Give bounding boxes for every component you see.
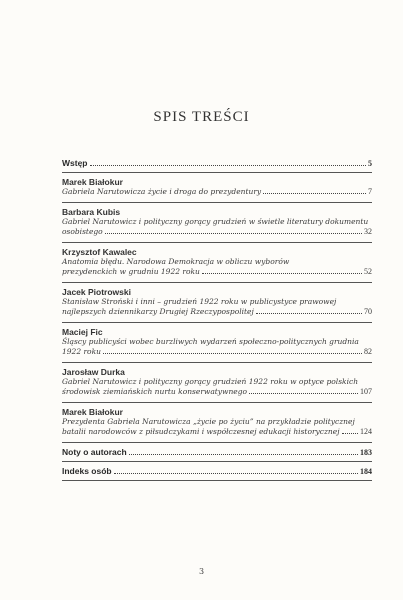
toc-entry-page: 107 bbox=[360, 387, 372, 396]
leader-dots bbox=[249, 392, 358, 394]
toc-entry-page: 82 bbox=[364, 347, 372, 356]
toc-entry[interactable] bbox=[62, 177, 372, 198]
leader-dots bbox=[103, 352, 362, 354]
toc-entry[interactable] bbox=[62, 287, 372, 318]
toc-entry-label: Wstęp bbox=[62, 158, 88, 168]
toc-work-text: 1922 roku bbox=[62, 347, 101, 356]
toc-entry-label: Indeks osób bbox=[62, 465, 112, 476]
toc-work-line bbox=[62, 387, 372, 398]
toc-entry[interactable] bbox=[62, 367, 372, 398]
toc-work-line bbox=[62, 187, 372, 198]
toc-entry-label: Noty o autorach bbox=[62, 446, 127, 457]
leader-dots bbox=[114, 472, 358, 474]
leader-dots bbox=[202, 272, 362, 274]
toc-entry-page: 70 bbox=[364, 307, 372, 316]
toc-author: Marek Białokur bbox=[62, 177, 123, 187]
toc-work-line: Gabriel Narutowicz i polityczny gorący grudzień w świetle literatury dokumentu bbox=[62, 216, 369, 226]
toc-author: Jarosław Durka bbox=[62, 366, 125, 377]
toc-work-text: batalii narodowców z piłsudczykami i współczesnej edukacji historycznej bbox=[62, 427, 340, 436]
toc-author: Marek Białokur bbox=[62, 406, 123, 417]
toc-work-text: osobistego bbox=[62, 227, 103, 236]
toc-author: Krzysztof Kawalec bbox=[62, 246, 137, 257]
entry-divider bbox=[62, 322, 372, 323]
toc-entry-page: 184 bbox=[360, 466, 372, 476]
toc-entry-page: 183 bbox=[360, 447, 372, 457]
toc-author: Barbara Kubis bbox=[62, 206, 121, 217]
toc-entry-row bbox=[62, 447, 372, 457]
toc-entry-page: 7 bbox=[368, 187, 372, 196]
entry-divider bbox=[62, 362, 372, 363]
toc-work-text: najlepszych dziennikarzy Drugiej Rzeczypospolitej bbox=[62, 307, 254, 316]
toc-work-line: Prezydenta Gabriela Narutowicza „życie po życiu” na przykładzie politycznej bbox=[62, 416, 355, 426]
toc-author: Jacek Piotrowski bbox=[62, 286, 131, 297]
toc-work-line: Stanisław Stroński i inni – grudzień 1922 roku w publicystyce prawowej bbox=[62, 296, 337, 306]
toc-entry[interactable] bbox=[62, 247, 372, 278]
toc-work-line: Anatomia błędu. Narodowa Demokracja w obliczu wyborów bbox=[62, 256, 290, 266]
page-title: SPIS TREŚCI bbox=[153, 109, 250, 125]
toc-entry[interactable] bbox=[62, 466, 372, 476]
toc-work-text: środowisk ziemiańskich nurtu konserwatywnego bbox=[62, 387, 248, 396]
entry-divider bbox=[62, 442, 372, 443]
entry-divider bbox=[62, 461, 372, 462]
toc-work-line bbox=[62, 227, 372, 238]
toc-work-text: prezydenckich w grudniu 1922 roku bbox=[62, 267, 200, 276]
leader-dots bbox=[342, 432, 358, 434]
toc-entry-row bbox=[62, 466, 372, 476]
entry-divider bbox=[62, 202, 372, 203]
toc-entry-page: 52 bbox=[364, 267, 372, 276]
toc-entry[interactable] bbox=[62, 407, 372, 438]
entry-divider bbox=[62, 242, 372, 243]
toc-work-line: Śląscy publicyści wobec burzliwych wydarzeń społeczno-politycznych grudnia bbox=[62, 336, 359, 346]
toc-work-line bbox=[62, 307, 372, 318]
toc-work-text: Gabriela Narutowicza życie i droga do prezydentury bbox=[62, 187, 262, 196]
toc-work-line bbox=[62, 427, 372, 438]
leader-dots bbox=[256, 312, 362, 314]
entry-divider bbox=[62, 480, 372, 481]
entry-divider bbox=[62, 282, 372, 283]
toc-entry-row bbox=[62, 158, 372, 168]
leader-dots bbox=[105, 232, 362, 234]
toc-author: Maciej Fic bbox=[62, 326, 103, 337]
toc-entry[interactable] bbox=[62, 207, 372, 238]
entry-divider bbox=[62, 402, 372, 403]
leader-dots bbox=[129, 453, 358, 455]
table-of-contents bbox=[62, 158, 372, 485]
toc-work-line: Gabriel Narutowicz i polityczny gorący grudzień 1922 roku w optyce polskich bbox=[62, 376, 359, 386]
leader-dots bbox=[263, 192, 366, 194]
toc-entry[interactable] bbox=[62, 447, 372, 457]
toc-entry[interactable] bbox=[62, 327, 372, 358]
leader-dots bbox=[90, 164, 367, 166]
toc-entry-page: 124 bbox=[360, 427, 372, 436]
page-number: 3 bbox=[198, 567, 205, 576]
toc-entry[interactable] bbox=[62, 158, 372, 168]
entry-divider bbox=[62, 172, 372, 173]
toc-work-line bbox=[62, 267, 372, 278]
toc-entry-page: 5 bbox=[368, 159, 372, 168]
toc-entry-page: 32 bbox=[364, 227, 372, 236]
toc-work-line bbox=[62, 347, 372, 358]
